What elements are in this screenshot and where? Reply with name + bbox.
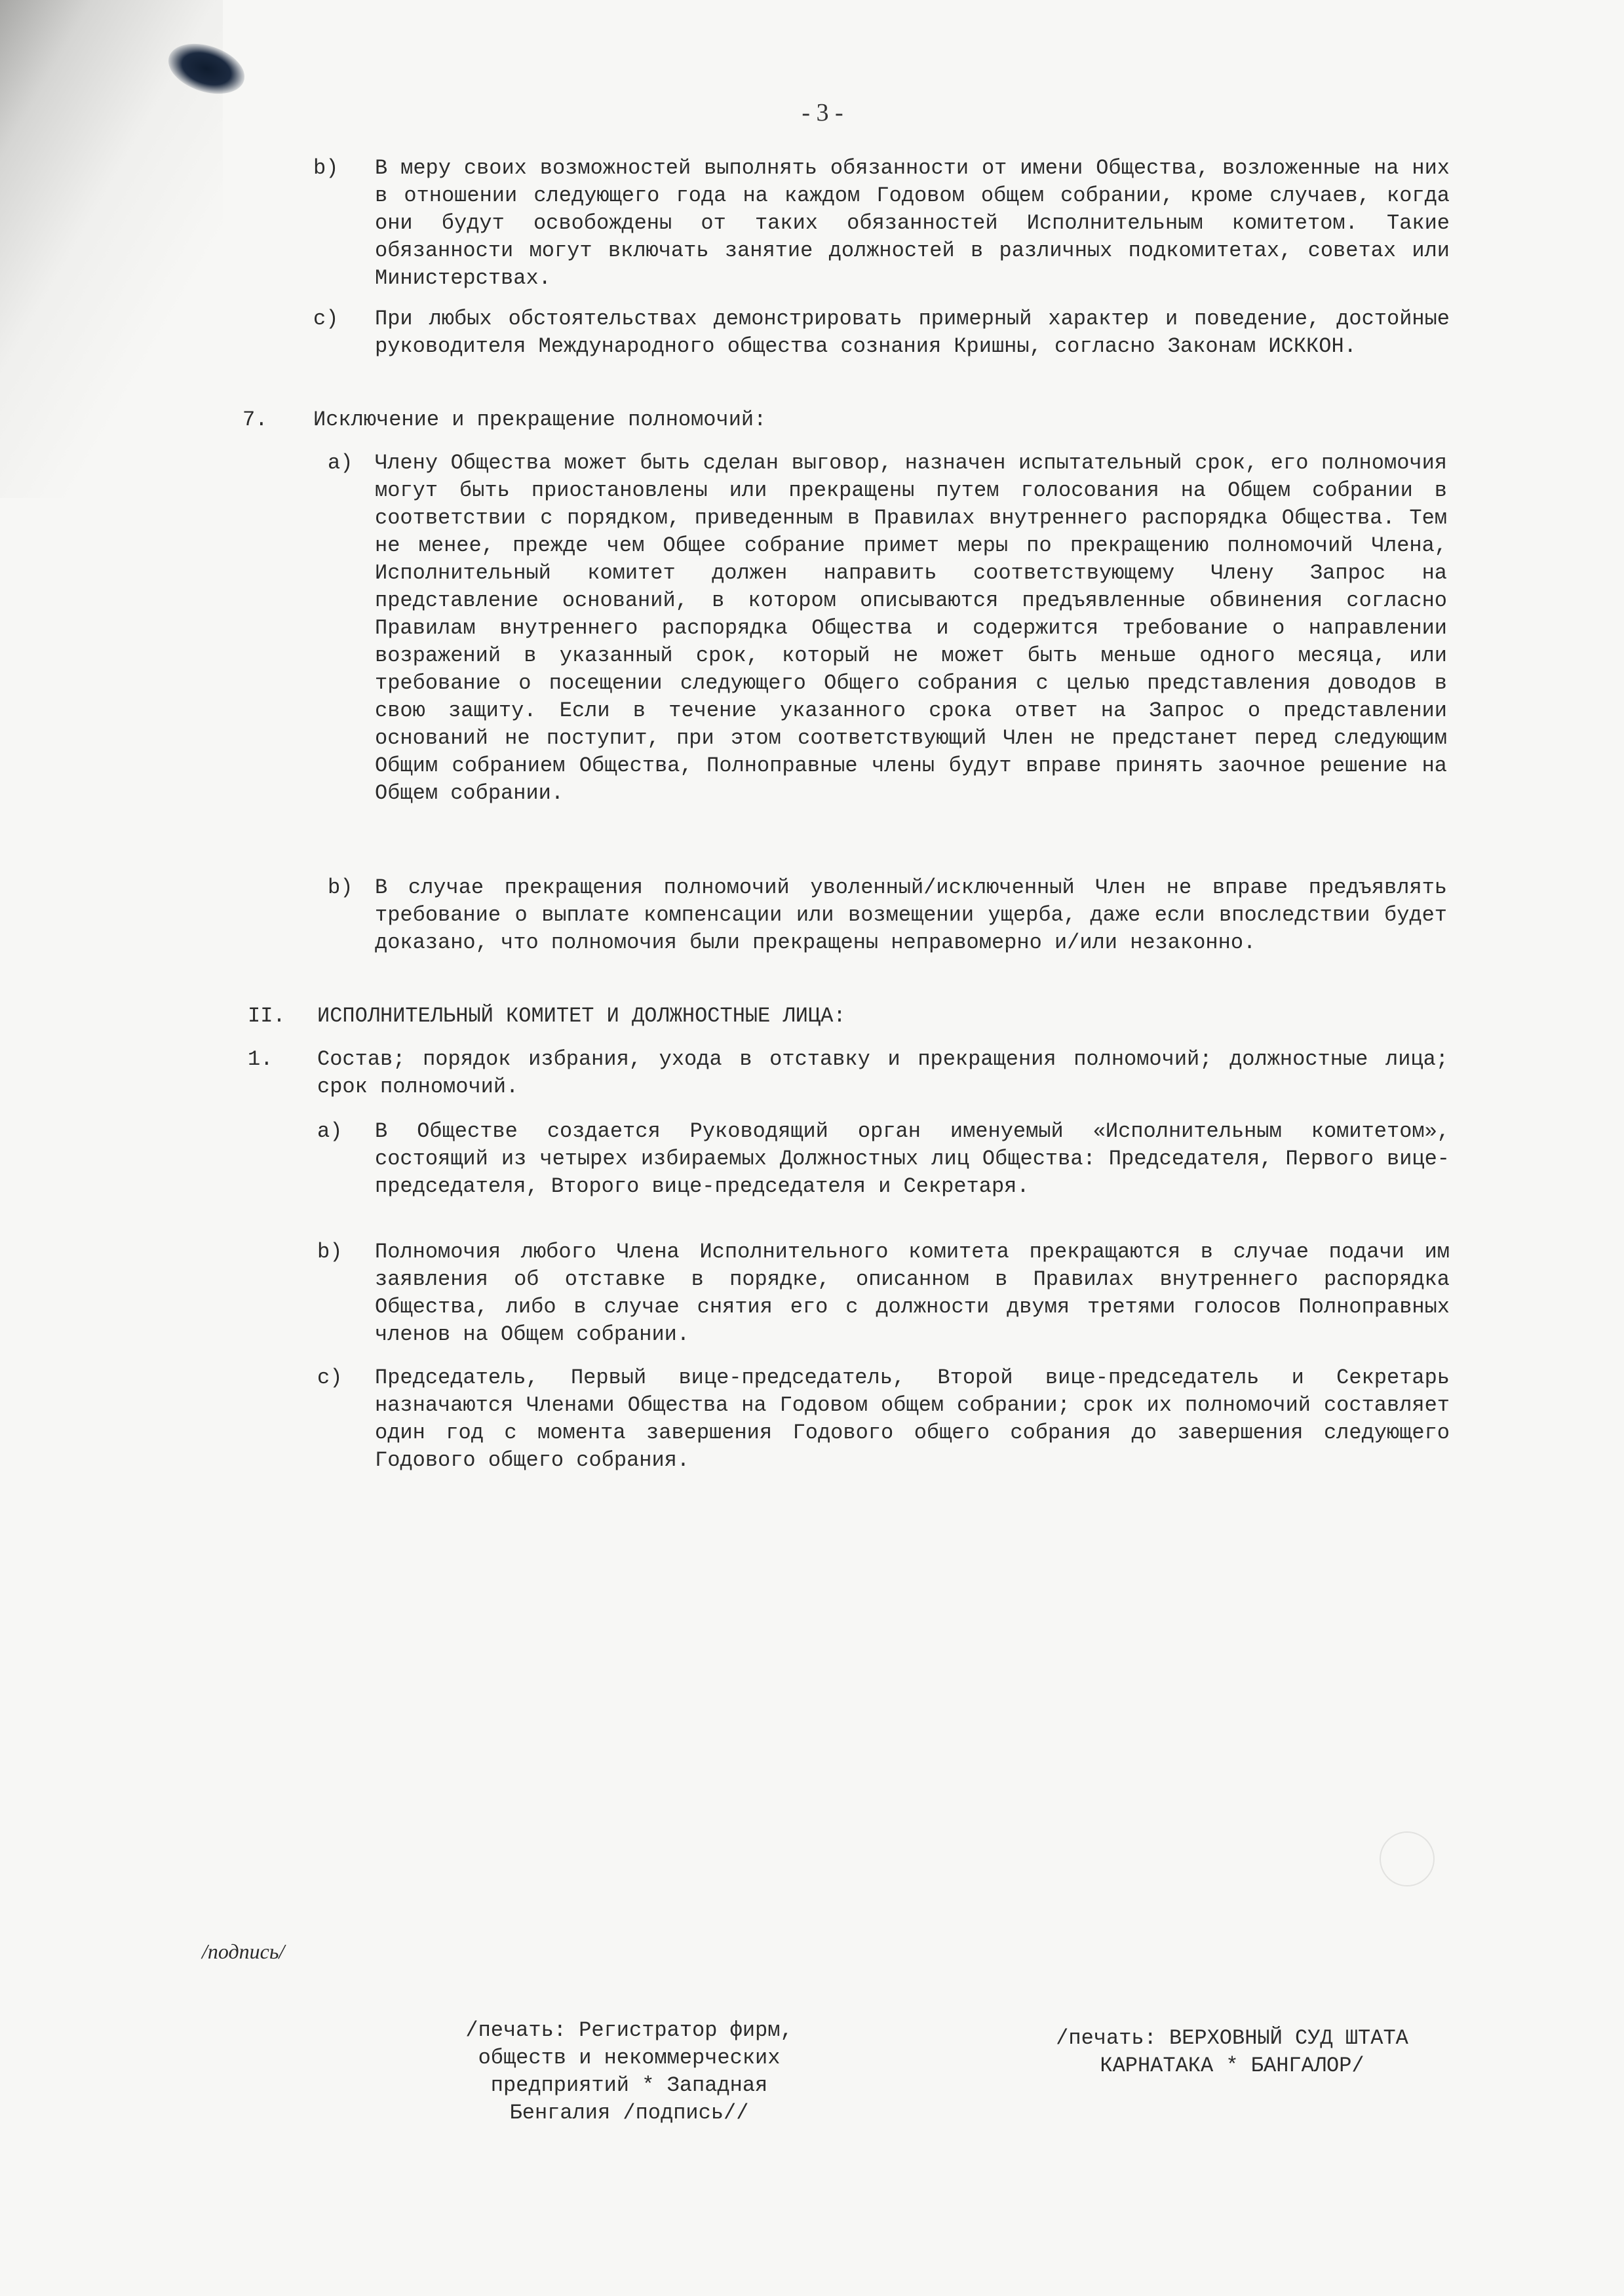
item-label: b) [317,1240,343,1264]
item-label: c) [313,307,339,331]
signature-note: /подпись/ [202,1940,285,1963]
chapter-heading: ИСПОЛНИТЕЛЬНЫЙ КОМИТЕТ И ДОЛЖНОСТНЫЕ ЛИЦА: [317,1004,846,1028]
item-text: Председатель, Первый вице-председатель, Второй вице-председатель и Секретарь назначаются Членами Общества на Годовом общем собрании; срок их полномочий составляет один год с момента завершения Годового общего собрания до завершения следующего Годового общего собрания. [375,1366,1450,1472]
item-label: b) [328,875,353,900]
page-number: - 3 - [802,99,843,126]
item-label: a) [317,1119,343,1143]
item-label: a) [328,451,353,475]
section-heading: Состав; порядок избрания, ухода в отставку и прекращения полномочий; должностные лица; срок полномочий. [317,1047,1448,1099]
stamp-left-line: /печать: Регистратор фирм, [465,2018,793,2042]
section-heading: Исключение и прекращение полномочий: [313,408,767,432]
item-text: В меру своих возможностей выполнять обязанности от имени Общества, возложенные на них в отношении следующего года на каждом Годовом общем собрании, кроме случаев, когда они будут освобождены от таких обязанностей Исполнительным комитетом. Такие обязанности могут включать занятие должностей в различных подкомитетах, советах или Министерствах. [375,156,1450,290]
stamp-left-line: обществ и некоммерческих [478,2046,781,2070]
item-label: c) [317,1366,343,1390]
stamp-left-line: Бенгалия /подпись// [509,2101,749,2125]
chapter-number: II. [248,1004,286,1028]
stamp-left [419,2017,839,2127]
item-text: Полномочия любого Члена Исполнительного комитета прекращаются в случае подачи им заявления об отставке в порядке, описанном в Правилах внутреннего распорядка Общества, либо в случае снятия его с должности двумя третями голосов Полноправных членов на Общем собрании. [375,1240,1450,1347]
item-text: В Обществе создается Руководящий орган именуемый «Исполнительным комитетом», состоящий из четырех избираемых Должностных лиц Общества: Председателя, Первого вице-председателя, Второго вице-председателя и Секретаря. [375,1119,1450,1198]
stamp-left-line: предприятий * Западная [490,2073,768,2097]
stamp-right-line: КАРНАТАКА * БАНГАЛОР/ [1100,2054,1364,2078]
item-label: b) [313,156,339,180]
item-text: В случае прекращения полномочий уволенный/исключенный Член не вправе предъявлять требование о выплате компенсации или возмещении ущерба, даже если впоследствии будет доказано, что полномочия были прекращены неправомерно и/или незаконно. [375,875,1447,955]
section-number: 7. [242,408,268,432]
item-text: При любых обстоятельствах демонстрировать примерный характер и поведение, достойные руководителя Международного общества сознания Кришны, согласно Законам ИСККОН. [375,307,1450,358]
stamp-right-line: /печать: ВЕРХОВНЫЙ СУД ШТАТА [1056,2026,1408,2050]
item-text: Члену Общества может быть сделан выговор, назначен испытательный срок, его полномочия могут быть приостановлены или прекращены путем голосования на Общем собрании в соответствии с порядком, приведенным в Правилах внутреннего распорядка Общества. Тем не менее, прежде чем Общее собрание примет меры по прекращению полномочий Члена, Исполнительный комитет должен направить соответствующему Члену Запрос на представление оснований, в котором описываются предъявленные обвинения согласно Правилам внутреннего распорядка Общества и содержится требование о направлении возражений в указанный срок, который не может быть меньше одного месяца, или требование о посещении следующего Общего собрания с целью представления доводов в свою защиту. Если в течение указанного срока ответ на Запрос о представлении оснований не поступит, при этом соответствующий Член не предстанет перед следующим Общим собранием Общества, Полноправные члены будут вправе принять заочное решение на Общем собрании. [375,451,1447,805]
stamp-right [1009,2025,1455,2080]
section-number: 1. [248,1047,273,1071]
faint-circle-mark [1380,1831,1435,1886]
